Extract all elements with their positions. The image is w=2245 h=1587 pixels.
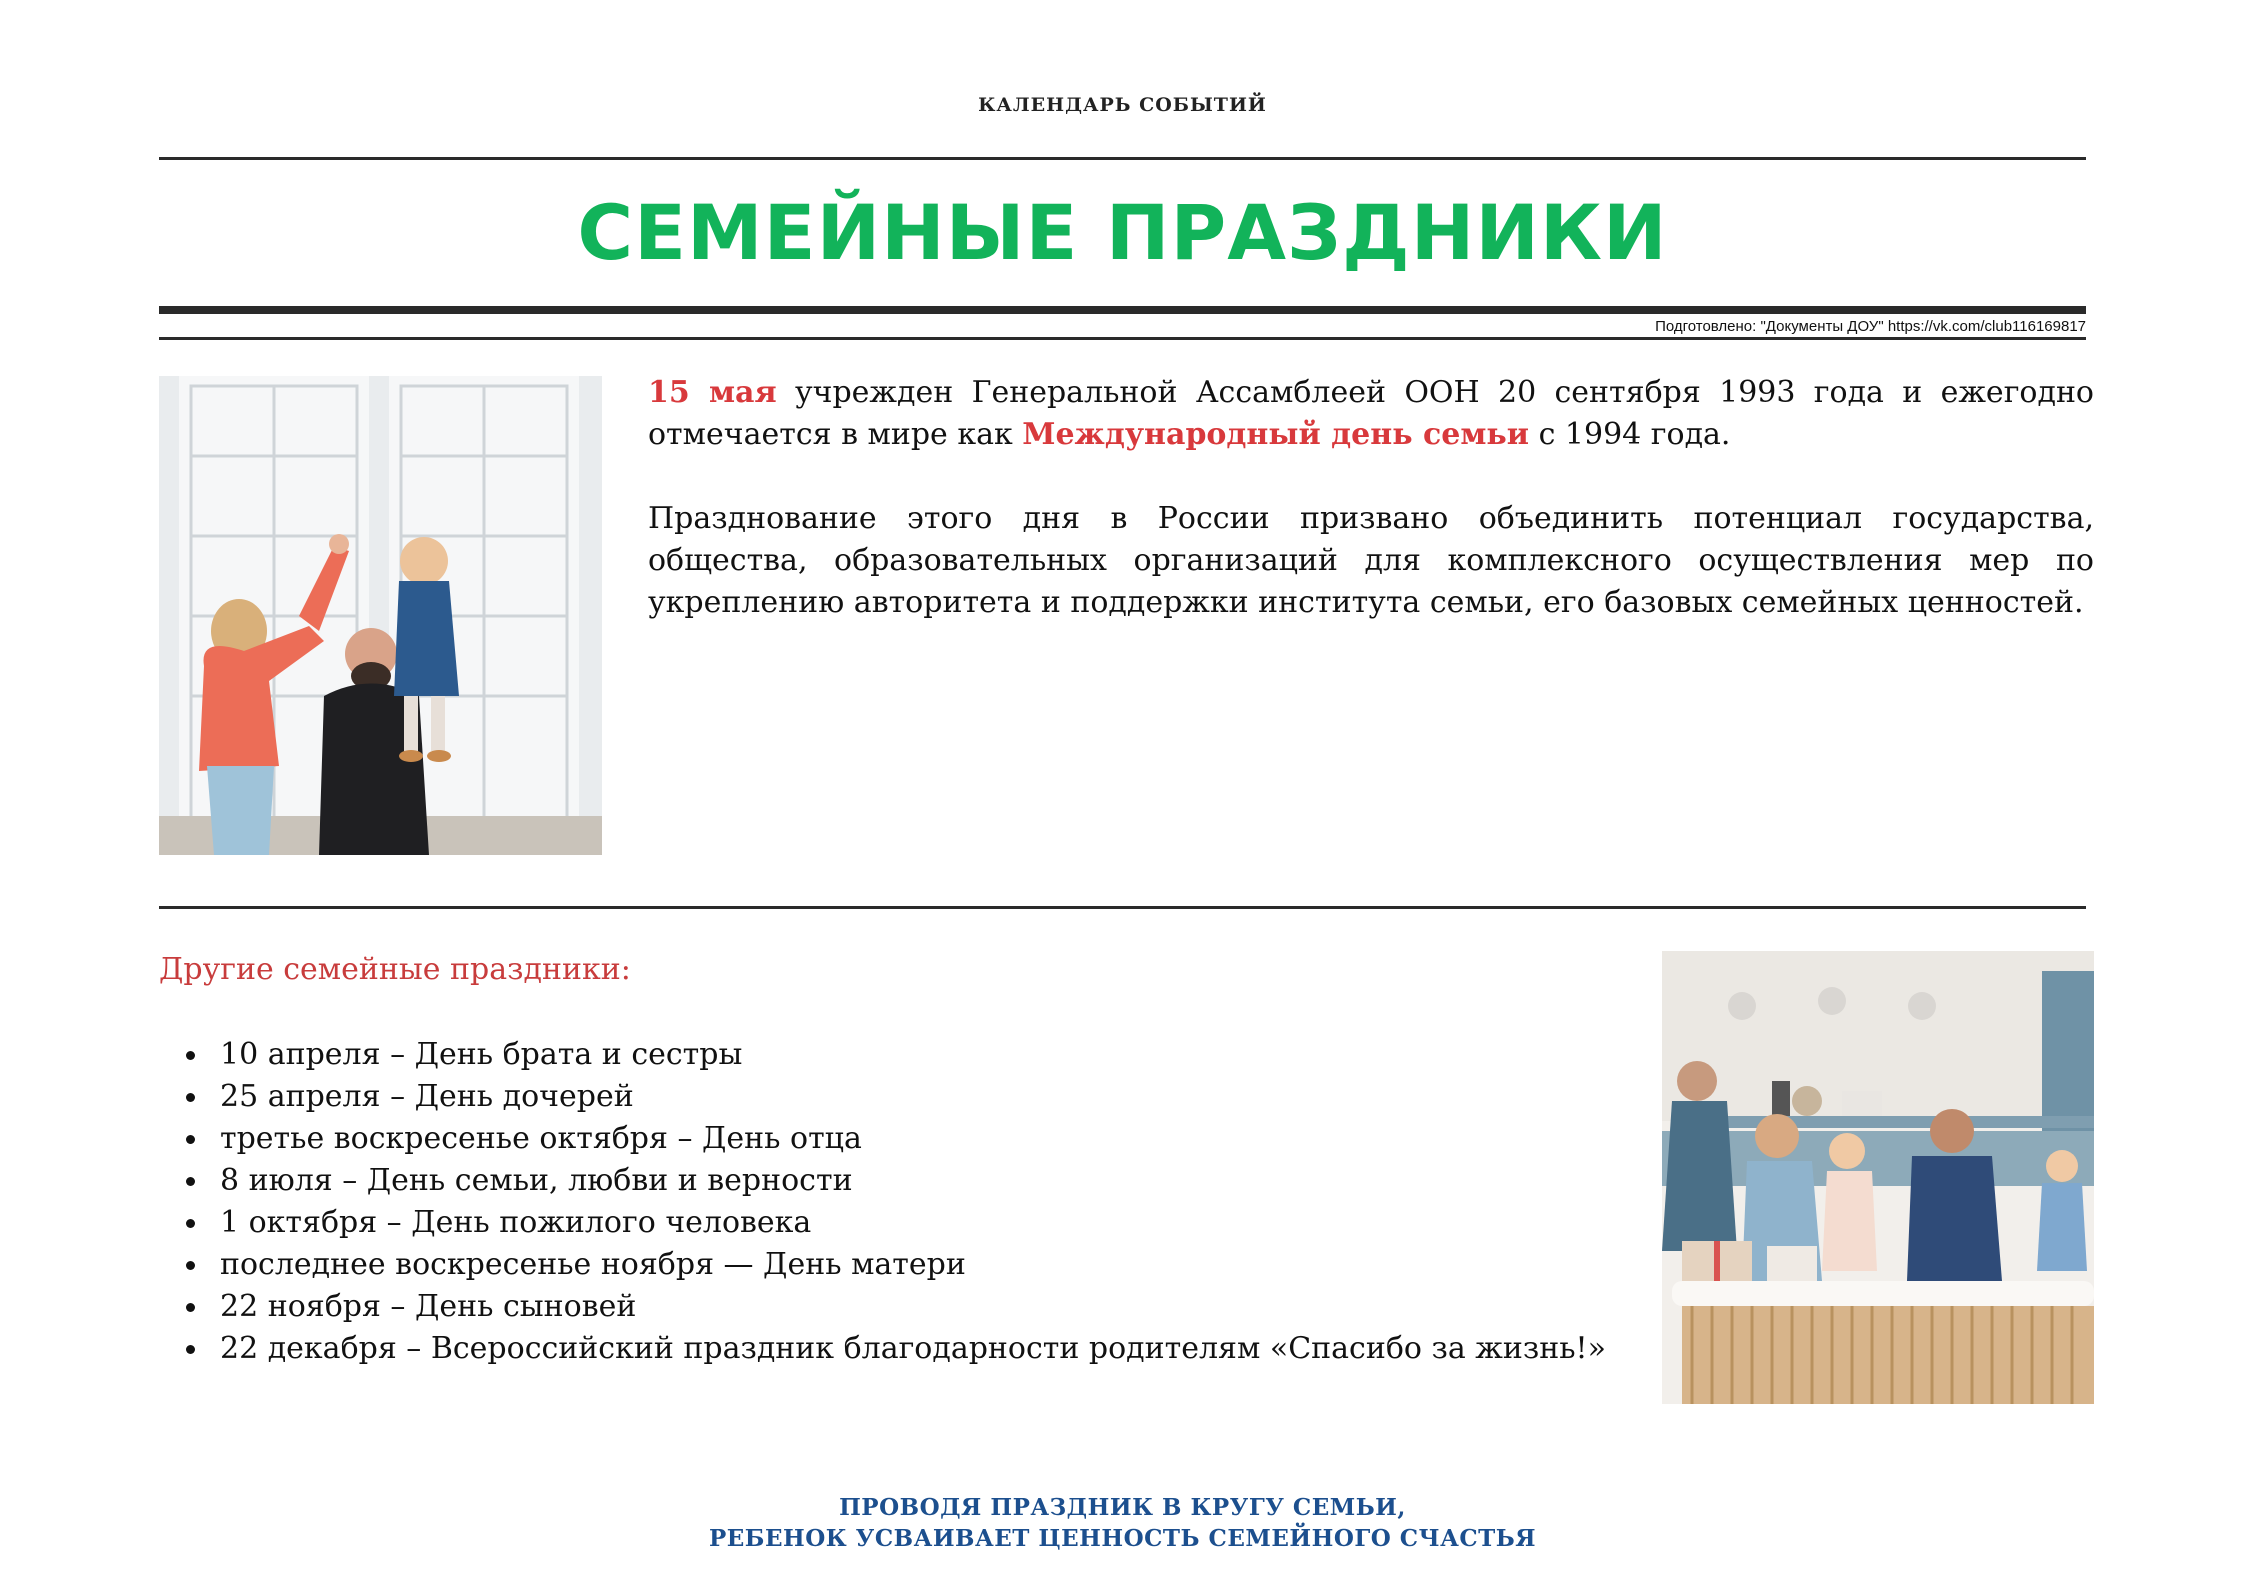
- section-kicker: КАЛЕНДАРЬ СОБЫТИЙ: [978, 94, 1267, 116]
- list-item: 1 октября – День пожилого человека: [180, 1202, 1606, 1244]
- intro-paragraph-1: [648, 372, 2094, 456]
- holiday-list: [180, 1034, 1606, 1370]
- intro-text-part-1: учрежден Генеральной Ассамблеей ООН 20 сентября 1993 года и ежегодно отмечается в мире как: [648, 375, 2094, 452]
- family-dancing-photo: [159, 376, 602, 855]
- list-item: 8 июля – День семьи, любви и верности: [180, 1160, 1606, 1202]
- section-divider: [159, 906, 2086, 909]
- date-highlight: 15 мая: [648, 375, 777, 410]
- holiday-name-highlight: Международный день семьи: [1022, 417, 1530, 452]
- intro-paragraph-2: Празднование этого дня в России призвано объединить потенциал государства, общества, образовательных организаций для комплексного осуществления мер по укреплению авторитета и поддержки института семьи, его базовых семейных ценностей.: [648, 501, 2094, 620]
- list-item: 25 апреля – День дочерей: [180, 1076, 1606, 1118]
- intro-text: [648, 372, 2094, 666]
- other-holidays-heading: Другие семейные праздники:: [159, 952, 631, 987]
- list-item: последнее воскресенье ноября — День матери: [180, 1244, 1606, 1286]
- family-kitchen-photo: [1662, 951, 2094, 1404]
- top-divider: [159, 157, 2086, 160]
- list-item: 22 декабря – Всероссийский праздник благодарности родителям «Спасибо за жизнь!»: [180, 1328, 1606, 1370]
- title-thin-divider: [159, 337, 2086, 340]
- footer-motto: [0, 1492, 2245, 1554]
- intro-text-part-2: с 1994 года.: [1529, 417, 1731, 452]
- page-title: СЕМЕЙНЫЕ ПРАЗДНИКИ: [577, 188, 1668, 277]
- list-item: третье воскресенье октября – День отца: [180, 1118, 1606, 1160]
- credit-line: Подготовлено: "Документы ДОУ" https://vk.com/club116169817: [1655, 318, 2086, 335]
- list-item: 22 ноября – День сыновей: [180, 1286, 1606, 1328]
- title-thick-divider: [159, 306, 2086, 314]
- list-item: 10 апреля – День брата и сестры: [180, 1034, 1606, 1076]
- footer-line-2: РЕБЕНОК УСВАИВАЕТ ЦЕННОСТЬ СЕМЕЙНОГО СЧАСТЬЯ: [708, 1525, 1537, 1552]
- footer-line-1: ПРОВОДЯ ПРАЗДНИК В КРУГУ СЕМЬИ,: [839, 1494, 1406, 1521]
